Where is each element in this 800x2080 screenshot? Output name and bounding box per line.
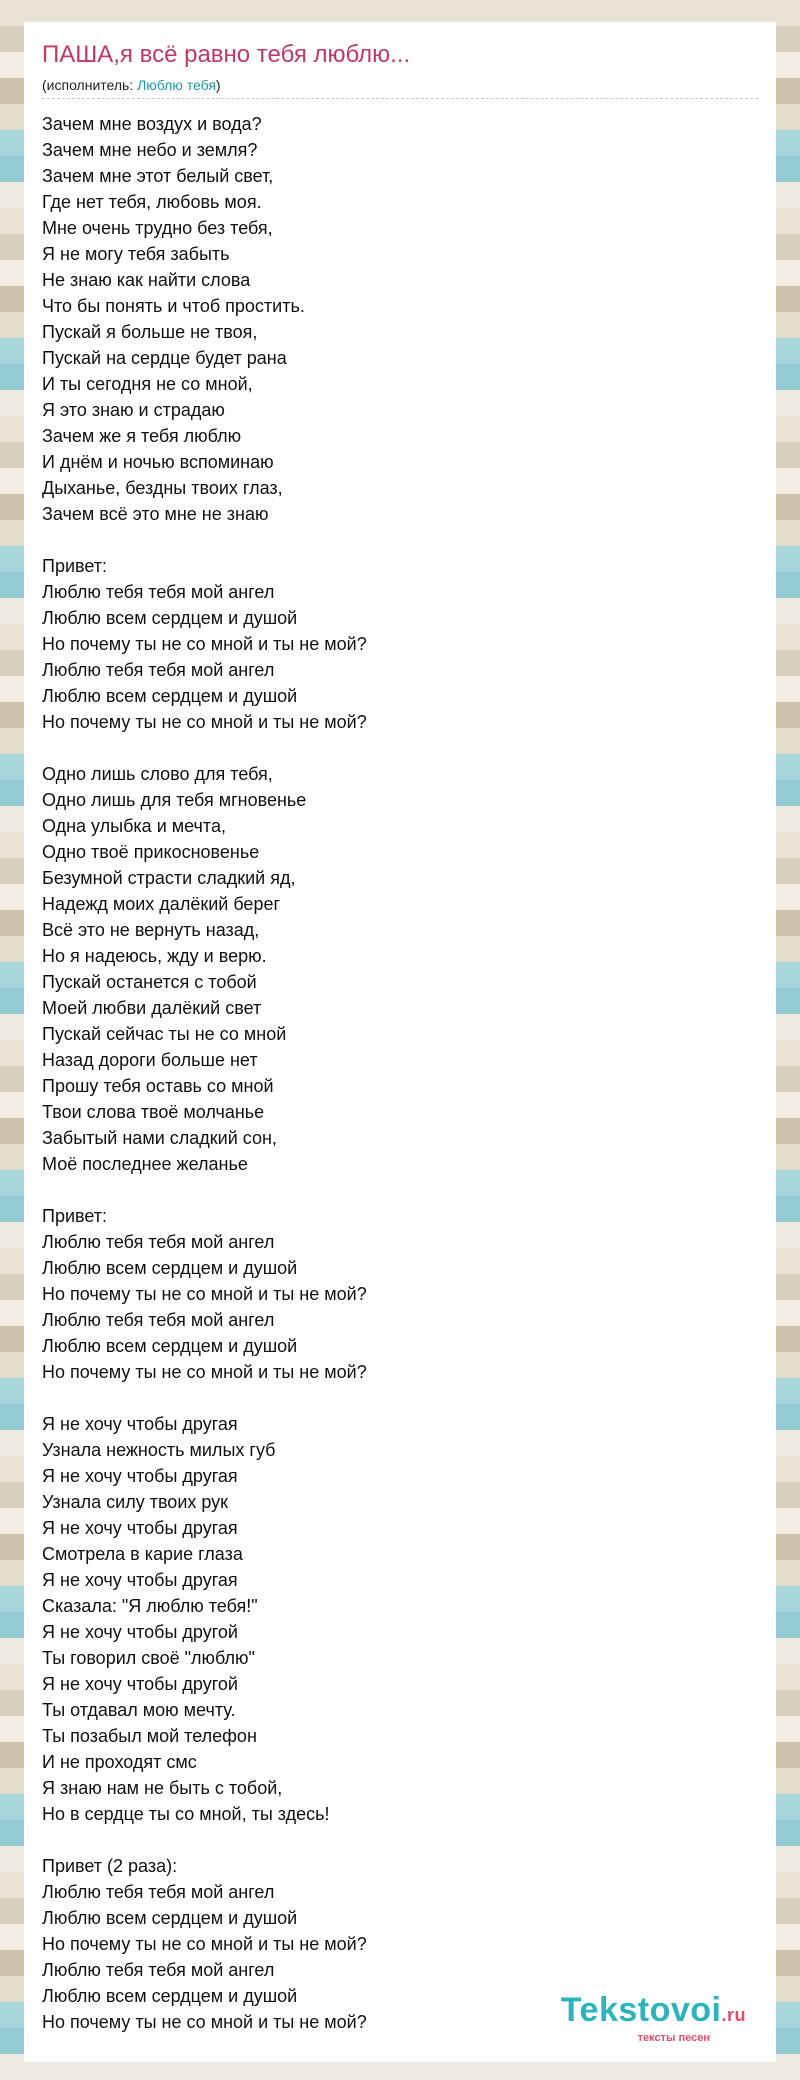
artist-suffix: ) — [215, 77, 221, 93]
artist-link[interactable]: Люблю тебя — [137, 77, 216, 93]
lyrics-card — [24, 22, 776, 2062]
logo-suffix: .ru — [721, 2005, 746, 2025]
logo-tagline: тексты песен — [637, 2032, 710, 2044]
site-logo[interactable] — [561, 1993, 746, 2044]
artist-line — [42, 76, 758, 99]
logo-main-text: Tekstovoi — [560, 1991, 722, 2029]
song-title: ПАША,я всё равно тебя люблю... — [42, 41, 411, 68]
artist-prefix: (исполнитель: — [42, 77, 138, 93]
logo-wordmark — [561, 1993, 746, 2032]
lyrics-text: Зачем мне воздух и вода? Зачем мне небо и земля? Зачем мне этот белый свет, Где нет тебя, любовь моя. Мне очень трудно без тебя, Я не могу тебя забыть Не знаю как найти слова Что бы понять и чтоб простить. Пускай я больше не твоя, Пускай на сердце будет рана И ты сегодня не со мной, Я это знаю и страдаю Зачем же я тебя люблю И днём и ночью вспоминаю Дыханье, бездны твоих глаз, Зачем всё это мне не знаю Привет: Люблю тебя тебя мой ангел Люблю всем сердцем и душой Но почему ты не со мной и ты не мой? Люблю тебя тебя мой ангел Люблю всем сердцем и душой Но почему ты не со мной и ты не мой? Одно лишь слово для тебя, Одно лишь для тебя мгновенье Одна улыбка и мечта, Одно твоё прикосновенье Безумной страсти сладкий яд, Надежд моих далёкий берег Всё это не вернуть назад, Но я надеюсь, жду и верю. Пускай останется с тобой Моей любви далёкий свет Пускай сейчас ты не со мной Назад дороги больше нет Прошу тебя оставь со мной Твои слова твоё молчанье Забытый нами сладкий сон, Моё последнее желанье Привет: Люблю тебя тебя мой ангел Люблю всем сердцем и душой Но почему ты не со мной и ты не мой? Люблю тебя тебя мой ангел Люблю всем сердцем и душой Но почему ты не со мной и ты не мой? Я не хочу чтобы другая Узнала нежность милых губ Я не хочу чтобы другая Узнала силу твоих рук Я не хочу чтобы другая Смотрела в карие глаза Я не хочу чтобы другая Сказала: "Я люблю тебя!" Я не хочу чтобы другой Ты говорил своё "люблю" Я не хочу чтобы другой Ты отдавал мою мечту. Ты позабыл мой телефон И не проходят смс Я знаю нам не быть с тобой, Но в сердце ты со мной, ты здесь! Привет (2 раза): Люблю тебя тебя мой ангел Люблю всем сердцем и душой Но почему ты не со мной и ты не мой? Люблю тебя тебя мой ангел Люблю всем сердцем и душой Но почему ты не со мной и ты не мой? — [42, 114, 367, 2032]
